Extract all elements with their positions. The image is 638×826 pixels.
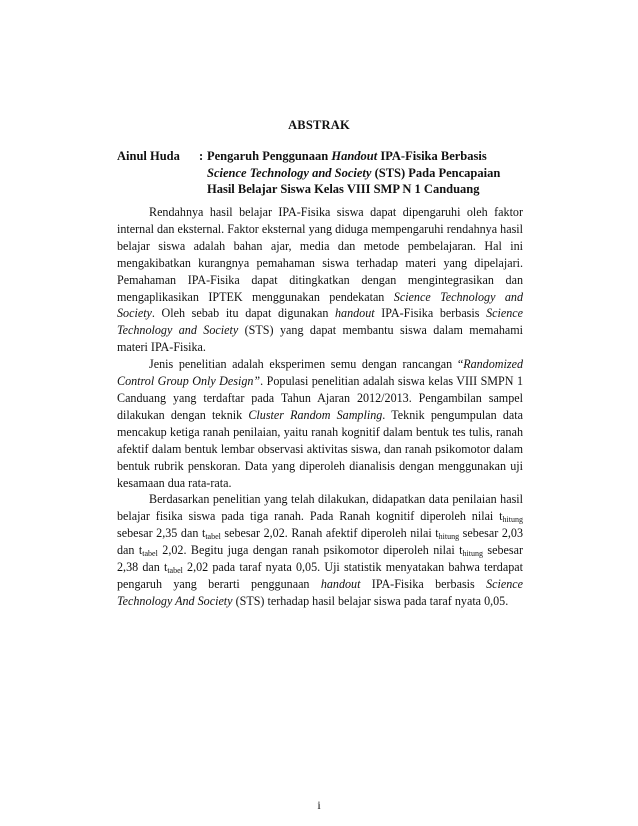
text-run: (STS) Pada Pencapaian	[371, 165, 501, 180]
text-run: IPA-Fisika berbasis	[374, 306, 487, 321]
subscript-run: tabel	[142, 549, 158, 559]
author-name: Ainul Huda	[117, 149, 180, 163]
thesis-title-line-3	[207, 181, 480, 198]
text-run: . Oleh sebab itu dapat digunakan	[151, 306, 335, 321]
abstract-title: ABSTRAK	[288, 118, 350, 132]
italic-run: Handout	[331, 149, 378, 163]
subscript-run: tabel	[205, 532, 221, 542]
text-run: Berdasarkan penelitian yang telah dilakukan, didapatkan data penilaian hasil belajar fisika siswa pada tiga ranah. Pada Ranah kognitif diperoleh nilai t	[117, 492, 523, 524]
thesis-title-line-1	[207, 148, 487, 165]
italic-run: Science Technology And Society	[117, 576, 523, 608]
italic-run: Cluster Random Sampling	[248, 407, 383, 422]
text-run: . Teknik pengumpulan data mencakup ketiga ranah penilaian, yaitu ranah kognitif dalam bentuk tes tulis, ranah afektif dalam bentuk lembar observasi aktivitas siswa, dan ranah psikomotor dalam bentuk rubrik penskoran. Data yang diperoleh dianalisis dengan menggunakan uji kesamaan dua rata-rata.	[117, 407, 523, 490]
italic-run: Science Technology and Society	[117, 289, 523, 321]
text-run: sebesar 2,03 dan t	[117, 526, 523, 558]
abstract-paragraph-1	[117, 204, 523, 356]
italic-run: handout	[334, 306, 375, 321]
subscript-run: hitung	[502, 515, 523, 525]
text-run: (STS) yang dapat membantu siswa dalam memahami materi IPA-Fisika.	[117, 323, 524, 355]
text-run: Jenis penelitian adalah eksperimen semu dengan rancangan “	[149, 357, 464, 372]
text-run: Hasil Belajar Siswa Kelas VIII SMP N 1 Canduang	[207, 182, 480, 196]
thesis-title-line-2	[207, 165, 500, 182]
text-run: Rendahnya hasil belajar IPA-Fisika siswa dapat dipengaruhi oleh faktor internal dan eksternal. Faktor eksternal yang diduga mempengaruhi rendahnya hasil belajar siswa adalah bahan ajar, media dan metode pembelajaran. Hal ini mengakibatkan kurangnya pemahaman siswa terhadap materi yang dipelajari. Pemahaman IPA-Fisika dapat ditingkatkan dengan mengintegrasikan dan mengaplikasikan IPTEK menggunakan pendekatan	[117, 205, 523, 304]
italic-run: Science Technology and Society	[117, 306, 524, 338]
italic-run: Science Technology and Society	[207, 165, 372, 180]
subscript-run: hitung	[462, 549, 483, 559]
text-run: sebesar 2,02. Ranah afektif diperoleh nilai t	[220, 526, 439, 541]
text-run: sebesar 2,38 dan t	[117, 543, 523, 575]
text-run: . Populasi penelitian adalah siswa kelas VIII SMPN 1 Canduang yang terdaftar pada Tahun Ajaran 2012/2013. Pengambilan sampel dilakukan dengan teknik	[117, 374, 524, 422]
text-run: (STS) terhadap hasil belajar siswa pada taraf nyata 0,05.	[232, 593, 509, 608]
text-run: 2,02 pada taraf nyata 0,05. Uji statistik menyatakan bahwa terdapat pengaruh yang berarti penggunaan	[117, 560, 523, 591]
abstract-body	[117, 204, 523, 610]
abstract-paragraph-2	[117, 356, 523, 491]
header-colon: :	[199, 149, 204, 163]
italic-run: handout	[320, 576, 361, 591]
subscript-run: tabel	[167, 566, 183, 576]
text-run: IPA-Fisika berbasis	[360, 576, 487, 591]
text-run: 2,02. Begitu juga dengan ranah psikomotor diperoleh nilai t	[157, 543, 463, 558]
text-run: sebesar 2,35 dan t	[117, 526, 206, 541]
italic-run: Randomized Control Group Only Design”	[117, 357, 523, 389]
abstract-paragraph-3	[117, 491, 523, 609]
subscript-run: hitung	[438, 532, 460, 542]
page-number: i	[317, 798, 321, 812]
text-run: Pengaruh Penggunaan	[207, 149, 332, 163]
text-run: IPA-Fisika Berbasis	[377, 149, 487, 163]
